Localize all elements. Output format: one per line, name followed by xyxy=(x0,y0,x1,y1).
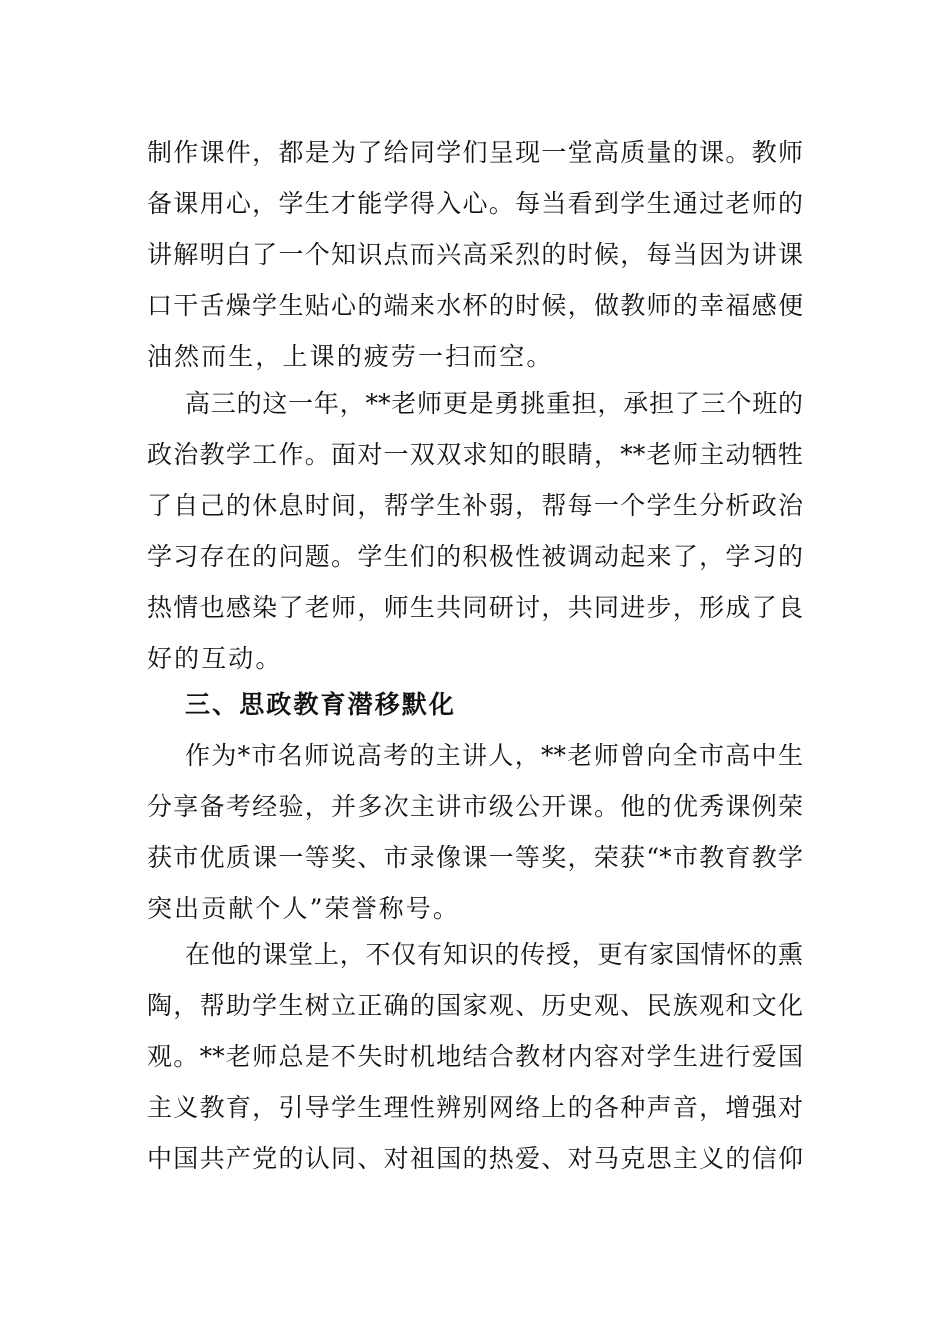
text-line: 突出贡献个人”荣誉称号。 xyxy=(147,894,460,923)
text-line: 高三的这一年，**老师更是勇挑重担，承担了三个班的 xyxy=(185,389,803,418)
text-line: 陶，帮助学生树立正确的国家观、历史观、民族观和文化 xyxy=(147,991,803,1020)
text-line: 讲解明白了一个知识点而兴高采烈的时候，每当因为讲课 xyxy=(147,240,803,269)
text-line: 制作课件，都是为了给同学们呈现一堂高质量的课。教师 xyxy=(147,138,803,167)
text-line: 学习存在的问题。学生们的积极性被调动起来了，学习的 xyxy=(147,542,803,571)
paragraph-2 xyxy=(147,378,803,684)
section-heading: 三、思政教育潜移默化 xyxy=(185,690,457,719)
text-line: 观。**老师总是不失时机地结合教材内容对学生进行爱国 xyxy=(147,1042,803,1071)
section-heading-block xyxy=(147,679,803,730)
text-line: 政治教学工作。面对一双双求知的眼睛，**老师主动牺牲 xyxy=(147,440,803,469)
text-line: 获市优质课一等奖、市录像课一等奖，荣获“*市教育教学 xyxy=(147,843,803,872)
text-line: 作为*市名师说高考的主讲人，**老师曾向全市高中生 xyxy=(185,741,803,770)
text-line: 在他的课堂上，不仅有知识的传授，更有家国情怀的熏 xyxy=(185,940,803,969)
paragraph-3 xyxy=(147,730,803,934)
text-line: 油然而生，上课的疲劳一扫而空。 xyxy=(147,342,554,371)
text-line: 中国共产党的认同、对祖国的热爱、对马克思主义的信仰 xyxy=(147,1144,803,1173)
text-line: 分享备考经验，并多次主讲市级公开课。他的优秀课例荣 xyxy=(147,792,803,821)
paragraph-1 xyxy=(147,127,803,382)
text-line: 热情也感染了老师，师生共同研讨，共同进步，形成了良 xyxy=(147,593,803,622)
text-line: 主义教育，引导学生理性辨别网络上的各种声音，增强对 xyxy=(147,1093,803,1122)
text-line: 备课用心，学生才能学得入心。每当看到学生通过老师的 xyxy=(147,189,803,218)
text-line: 好的互动。 xyxy=(147,644,283,673)
paragraph-4 xyxy=(147,929,803,1184)
text-line: 了自己的休息时间，帮学生补弱，帮每一个学生分析政治 xyxy=(147,491,803,520)
text-line: 口干舌燥学生贴心的端来水杯的时候，做教师的幸福感便 xyxy=(147,291,803,320)
